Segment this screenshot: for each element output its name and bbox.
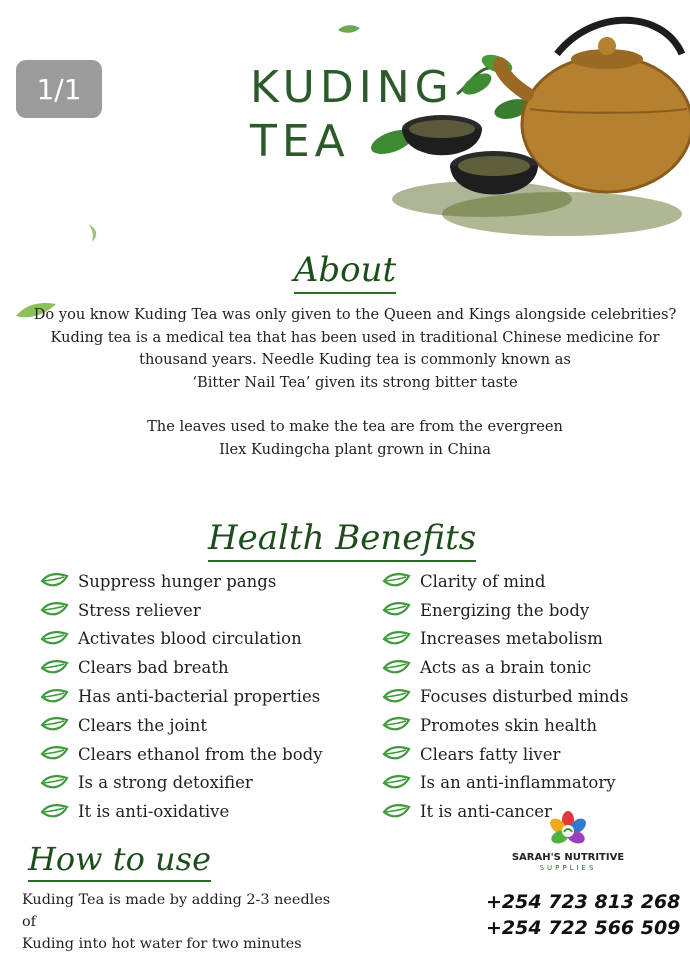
leaf-icon [40,745,70,763]
brand-title-line1: KUDING [250,62,454,113]
list-item: Activates blood circulation [40,625,323,654]
leaf-icon [40,774,70,792]
leaf-icon [382,601,412,619]
list-item: Clarity of mind [382,567,628,596]
benefits-list-left [40,567,323,826]
health-benefits-heading: Health Benefits [208,518,476,558]
leaf-icon [382,630,412,648]
logo-subtitle: SUPPLIES [539,864,597,872]
list-item: Has anti-bacterial properties [40,682,323,711]
list-item: Is a strong detoxifier [40,769,323,798]
about-line: Kuding tea is a medical tea that has been used in traditional Chinese medicine for [50,328,660,346]
about-line: thousand years. Needle Kuding tea is commonly known as [139,351,571,368]
teapot-illustration [362,14,690,244]
how-to-use-line: Kuding Tea is made by adding 2-3 needles of [22,892,331,930]
phone-number: +254 723 813 268 [486,891,681,913]
list-item: Focuses disturbed minds [382,682,628,711]
list-item: It is anti-oxidative [40,797,323,826]
about-heading: About [0,250,690,290]
list-item: Clears bad breath [40,653,323,682]
list-item: Clears ethanol from the body [40,740,323,769]
leaf-icon [40,803,70,821]
list-item: Clears fatty liver [382,740,628,769]
list-item: Suppress hunger pangs [40,567,323,596]
leaf-icon [40,630,70,648]
leaf-icon [382,572,412,590]
list-item: Clears the joint [40,711,323,740]
leaf-icon [382,716,412,734]
how-to-use-line: Kuding into hot water for two minutes [22,936,302,952]
leaf-icon [382,745,412,763]
phone-number: +254 722 566 509 [486,917,681,939]
about-line: Ilex Kudingcha plant grown in China [219,440,491,458]
about-line: Do you know Kuding Tea was only given to the Queen and Kings alongside celebrities? [33,306,677,323]
list-item: It is anti-cancer [382,797,628,826]
list-item: Is an anti-inflammatory [382,769,628,798]
leaf-icon [40,716,70,734]
brand-title-line2: TEA [250,116,350,167]
about-line: ‘Bitter Nail Tea’ given its strong bitter taste [192,373,518,391]
leaf-icon [382,803,412,821]
about-line: The leaves used to make the tea are from the evergreen [147,418,563,435]
list-item: Promotes skin health [382,711,628,740]
list-item: Increases metabolism [382,625,628,654]
list-item: Stress reliever [40,596,323,625]
how-to-use-heading: How to use [28,840,211,878]
leaf-icon [40,572,70,590]
flower-logo-icon [546,810,590,850]
leaf-icon [40,688,70,706]
leaf-icon [40,659,70,677]
leaf-icon [382,688,412,706]
page-indicator: 1/1 [16,60,102,118]
brand-logo [508,810,628,876]
about-text [20,304,690,461]
leaf-decoration-icon [336,24,362,36]
benefits-list-right [382,567,628,826]
leaf-icon [40,601,70,619]
leaf-icon [382,659,412,677]
list-item: Acts as a brain tonic [382,653,628,682]
leaf-decoration-icon [86,222,100,244]
how-to-use-text [22,889,342,955]
list-item: Energizing the body [382,596,628,625]
logo-name: SARAH'S NUTRITIVE [511,852,625,863]
leaf-icon [382,774,412,792]
